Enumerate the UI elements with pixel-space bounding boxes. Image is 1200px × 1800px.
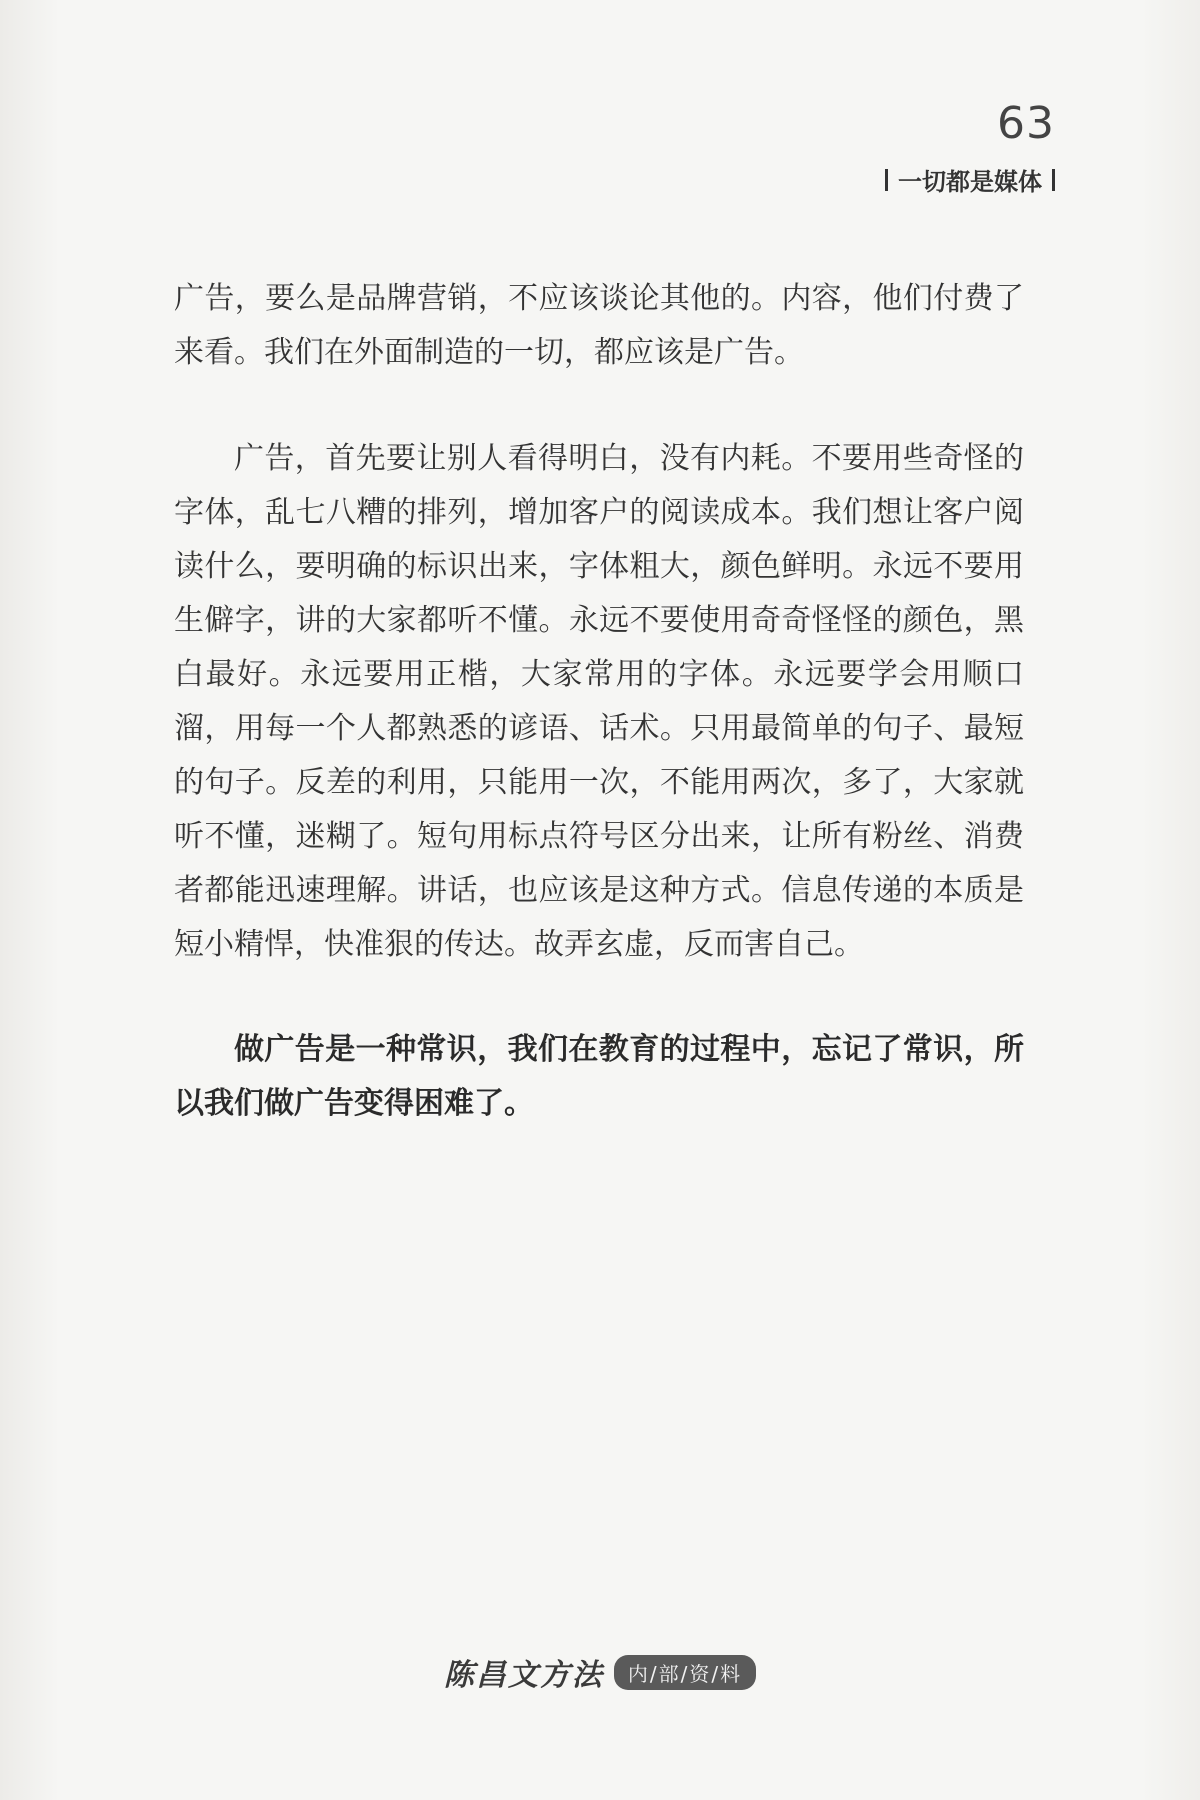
page-footer [0,1650,1200,1694]
paragraph-3-bold: 做广告是一种常识，我们在教育的过程中，忘记了常识，所以我们做广告变得困难了。 [174,1032,1024,1121]
paragraph-1: 广告，要么是品牌营销，不应该谈论其他的。内容，他们付费了来看。我们在外面制造的一切，都应该是广告。 [174,281,1024,370]
footer-badge: 内/部/资/料 [614,1655,756,1690]
paragraph-2: 广告，首先要让别人看得明白，没有内耗。不要用些奇怪的字体，乱七八糟的排列，增加客户的阅读成本。我们想让客户阅读什么，要明确的标识出来，字体粗大，颜色鲜明。永远不要用生僻字，讲的大家都听不懂。永远不要使用奇奇怪怪的颜色，黑白最好。永远要用正楷，大家常用的字体。永远要学会用顺口溜，用每一个人都熟悉的谚语、话术。只用最简单的句子、最短的句子。反差的利用，只能用一次，不能用两次，多了，大家就听不懂，迷糊了。短句用标点符号区分出来，让所有粉丝、消费者都能迅速理解。讲话，也应该是这种方式。信息传递的本质是短小精悍，快准狠的传达。故弄玄虚，反而害自己。 [174,441,1024,962]
footer-brand: 陈昌文方法 [443,1658,604,1693]
running-head-left-bar [885,169,888,191]
page-number: 63 [997,98,1055,149]
running-head [885,162,1055,197]
running-head-right-bar [1052,169,1055,191]
chapter-title: 一切都是媒体 [898,168,1042,196]
